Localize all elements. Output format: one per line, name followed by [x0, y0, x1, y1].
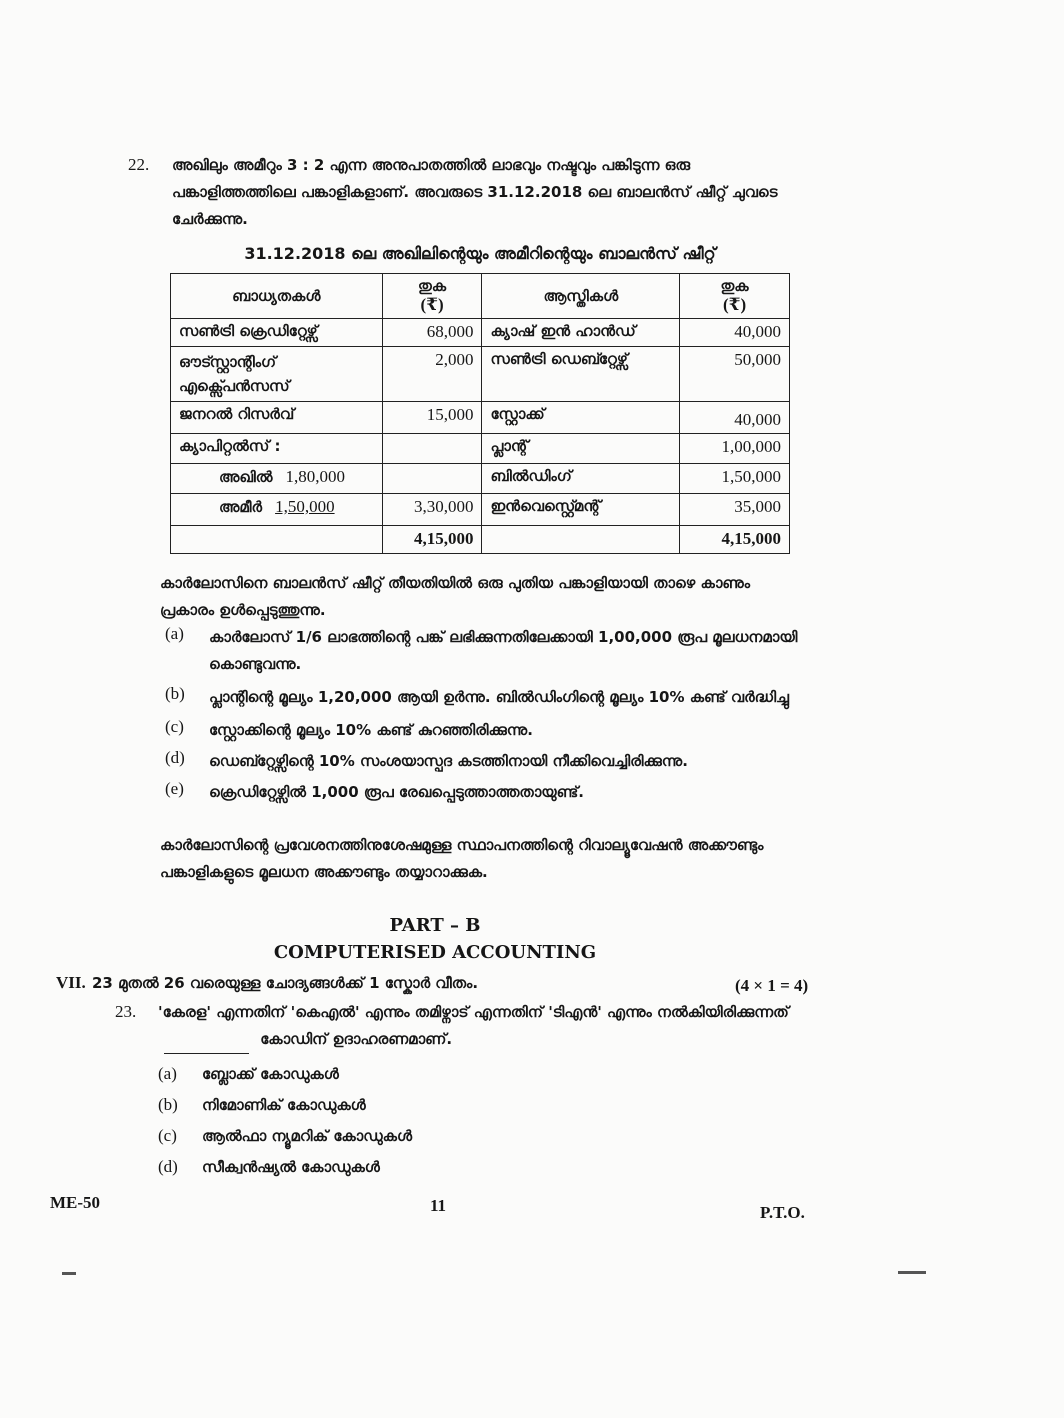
section-label: VII.	[56, 973, 86, 992]
conditions-list	[165, 624, 805, 806]
asset-amount-cell: 1,50,000	[680, 464, 790, 494]
header-amount-right-label: തുക	[720, 277, 749, 295]
asset-cell: പ്ലാന്റ്	[482, 434, 680, 464]
empty-cell	[171, 526, 383, 554]
option-text: ആൽഫാ ന്യൂമറിക് കോഡുകൾ	[202, 1126, 413, 1145]
table-total-row	[171, 526, 790, 554]
option-text: നിമോണിക് കോഡുകൾ	[202, 1095, 366, 1114]
page-number: 11	[430, 1196, 447, 1215]
list-item	[165, 779, 805, 806]
admission-text: കാർലോസിനെ ബാലൻസ് ഷീറ്റ് തീയതിയിൽ ഒരു പുതിയ പങ്കാളിയായി താഴെ കാണും പ്രകാരം ഉൾപ്പെടുത്തുന്നു.	[160, 574, 751, 619]
table-row	[171, 494, 790, 526]
condition-label: (c)	[165, 717, 184, 736]
option-text: ബ്ലോക്ക് കോഡുകൾ	[202, 1064, 339, 1083]
option-text: സീക്വൻഷ്യൽ കോഡുകൾ	[202, 1157, 380, 1176]
table-row	[171, 347, 790, 402]
header-assets: ആസ്തികൾ	[482, 274, 680, 319]
question-23-options	[158, 1058, 658, 1182]
liability-amount-cell: 2,000	[382, 347, 482, 402]
condition-text: ക്രെഡിറ്റേഴ്സിൽ 1,000 രൂപ രേഖപ്പെടുത്താത്തതായുണ്ട്.	[209, 783, 584, 801]
asset-cell: ക്യാഷ് ഇൻ ഹാൻഡ്	[482, 319, 680, 347]
liability-amount-cell: 68,000	[382, 319, 482, 347]
table-row	[171, 402, 790, 434]
table-header-row	[171, 274, 790, 319]
list-item	[158, 1151, 658, 1182]
condition-text: ഡെബ്റ്റേഴ്സിന്റെ 10% സംശയാസ്പദ കടത്തിനായി നീക്കിവെച്ചിരിക്കുന്നു.	[209, 752, 688, 770]
balance-sheet-table	[170, 273, 790, 554]
question-23-text-before: 'കേരള' എന്നതിന് 'കെഎൽ' എന്നും തമിഴ്നാട് എന്നതിന് 'ടിഎൻ' എന്നും നൽകിയിരിക്കുന്നത്	[158, 1003, 789, 1021]
header-amount-left	[382, 274, 482, 319]
pto-label: P.T.O.	[760, 1203, 805, 1222]
question-22-intro: അഖിലും അമീറും 3 : 2 എന്ന അനുപാതത്തിൽ ലാഭവും നഷ്ടവും പങ്കിടുന്ന ഒരു പങ്കാളിത്തത്തിലെ പങ്കാളികളാണ്. അവരുടെ 31.12.2018 ലെ ബാലൻസ് ഷീറ്റ് ചുവടെ ചേർക്കുന്നു.	[172, 156, 778, 228]
total-left-cell: 4,15,000	[382, 526, 482, 554]
liability-cell: ജനറൽ റിസർവ്	[171, 402, 383, 434]
list-item	[165, 717, 805, 744]
liability-amount-cell	[382, 434, 482, 464]
asset-cell: സൺട്രി ഡെബ്റ്റേഴ്സ്	[482, 347, 680, 402]
condition-text: കാർലോസ് 1/6 ലാഭത്തിന്റെ പങ്ക് ലഭിക്കുന്നതിലേക്കായി 1,00,000 രൂപ മൂലധനമായി കൊണ്ടുവന്നു.	[209, 628, 798, 673]
header-amount-right-unit: (₹)	[722, 295, 747, 314]
part-b-title: PART – B	[389, 915, 481, 936]
asset-amount-cell: 40,000	[680, 402, 790, 434]
condition-label: (e)	[165, 779, 184, 798]
asset-cell: ഇൻവെസ്റ്റ്മെന്റ്	[482, 494, 680, 526]
liability-amount-cell: 3,30,000	[382, 494, 482, 526]
asset-amount-cell: 40,000	[680, 319, 790, 347]
asset-cell: സ്റ്റോക്ക്	[482, 402, 680, 434]
answer-blank	[164, 1026, 249, 1054]
paper-code: ME-50	[50, 1193, 101, 1212]
section-instruction: 23 മുതൽ 26 വരെയുള്ള ചോദ്യങ്ങൾക്ക് 1 സ്കോർ വീതം.	[92, 974, 479, 992]
condition-label: (d)	[165, 748, 185, 767]
liability-amount-cell	[382, 464, 482, 494]
liability-amount-cell: 15,000	[382, 402, 482, 434]
list-item	[165, 624, 805, 678]
condition-text: പ്ലാന്റിന്റെ മൂല്യം 1,20,000 ആയി ഉർന്നു. ബിൽഡിംഗിന്റെ മൂല്യം 10% കണ്ട് വർദ്ധിച്ചു	[209, 688, 789, 706]
empty-cell	[482, 526, 680, 554]
liability-cell: സൺട്രി ക്രെഡിറ്റേഴ്സ്	[171, 319, 383, 347]
list-item	[165, 684, 805, 711]
asset-cell: ബിൽഡിംഗ്	[482, 464, 680, 494]
partner-name: അഖിൽ	[219, 468, 273, 486]
scan-edge-mark	[62, 1272, 76, 1275]
section-marks: (4 × 1 = 4)	[735, 976, 809, 995]
header-amount-left-unit: (₹)	[420, 295, 444, 314]
list-item	[158, 1058, 658, 1089]
condition-text: സ്റ്റോക്കിന്റെ മൂല്യം 10% കണ്ട് കുറഞ്ഞിരിക്കുന്നു.	[209, 721, 533, 739]
liability-cell	[171, 464, 383, 494]
option-label: (c)	[158, 1125, 177, 1145]
asset-amount-cell: 1,00,000	[680, 434, 790, 464]
balance-sheet-title: 31.12.2018 ലെ അഖിലിന്റെയും അമീറിന്റെയും ബാലൻസ് ഷീറ്റ്	[244, 244, 716, 263]
liability-cell: ക്യാപിറ്റൽസ് :	[171, 434, 383, 464]
list-item	[158, 1089, 658, 1120]
partner-capital: 1,50,000	[275, 497, 335, 516]
question-number-23: 23.	[115, 1002, 137, 1021]
liability-cell	[171, 494, 383, 526]
header-amount-left-label: തുക	[417, 277, 447, 295]
option-label: (b)	[158, 1094, 178, 1114]
option-label: (d)	[158, 1156, 178, 1176]
liability-cell: ഔട്സ്റ്റാന്റിംഗ് എക്സ്പെൻസസ്	[171, 347, 383, 402]
header-liabilities: ബാധ്യതകൾ	[171, 274, 383, 319]
scan-edge-mark	[898, 1271, 926, 1274]
condition-label: (b)	[165, 684, 185, 703]
part-b-subtitle: COMPUTERISED ACCOUNTING	[273, 942, 597, 963]
table-row	[171, 434, 790, 464]
total-right-cell: 4,15,000	[680, 526, 790, 554]
question-23-text	[158, 999, 803, 1054]
question-22-task: കാർലോസിന്റെ പ്രവേശനത്തിനുശേഷമുള്ള സ്ഥാപനത്തിന്റെ റിവാല്യൂവേഷൻ അക്കൗണ്ടും പങ്കാളികളുടെ മൂലധന അക്കൗണ്ടും തയ്യാറാക്കുക.	[160, 836, 764, 881]
list-item	[165, 748, 805, 775]
asset-amount-cell: 35,000	[680, 494, 790, 526]
table-row	[171, 464, 790, 494]
asset-amount-cell: 50,000	[680, 347, 790, 402]
list-item	[158, 1120, 658, 1151]
header-amount-right	[680, 274, 790, 319]
question-number-22: 22.	[128, 155, 150, 174]
partner-name: അമീർ	[219, 498, 262, 516]
partner-capital: 1,80,000	[285, 467, 346, 486]
question-23-text-after: കോഡിന് ഉദാഹരണമാണ്.	[260, 1030, 453, 1048]
option-label: (a)	[158, 1063, 177, 1083]
condition-label: (a)	[165, 624, 184, 643]
table-row	[171, 319, 790, 347]
